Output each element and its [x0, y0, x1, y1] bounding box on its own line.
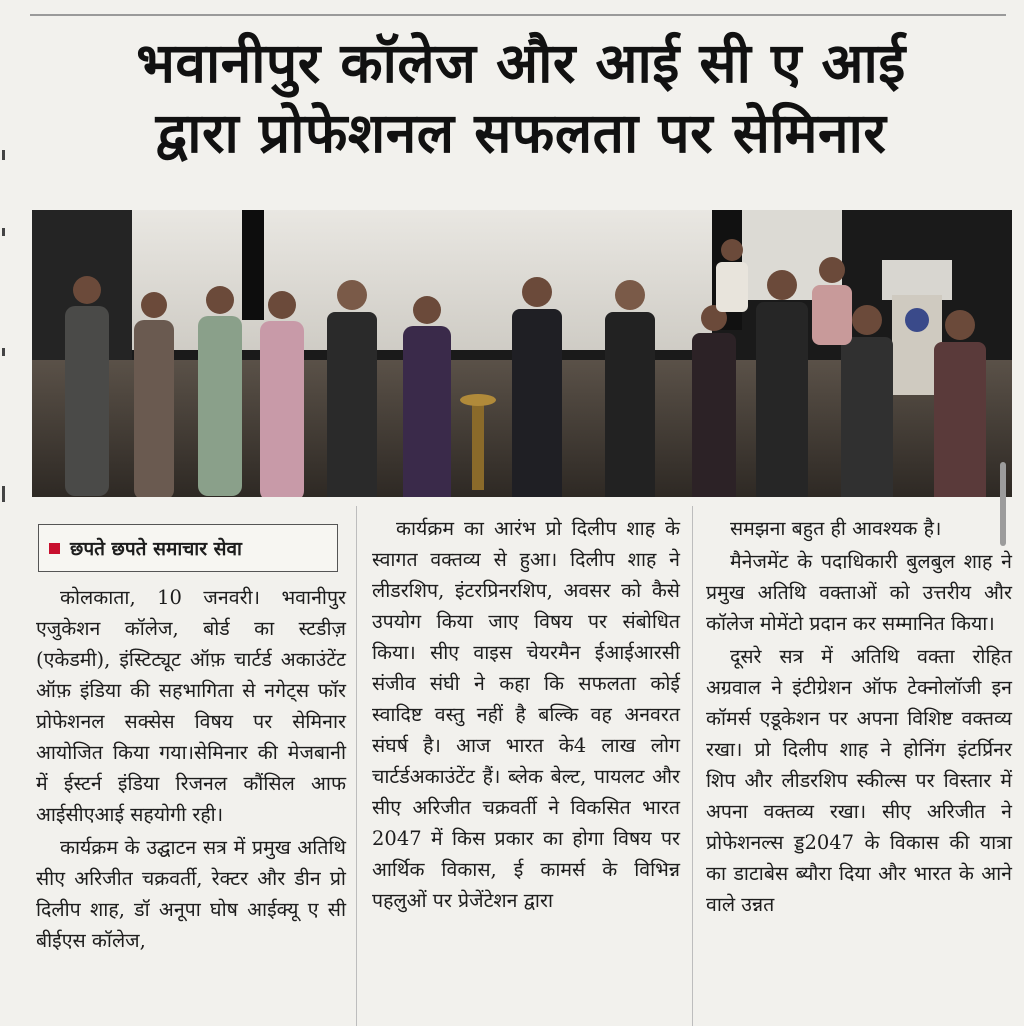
byline-box [38, 524, 338, 572]
headline [36, 28, 1006, 168]
article-paragraph: दूसरे सत्र में अतिथि वक्ता रोहित अग्रवाल ने इंटीग्रेशन ऑफ टेक्नोलॉजी इन कॉमर्स एडूकेशन पर अपना विशिष्ट वक्तव्य रखा। प्रो दिलीप शाह ने होनिंग इंटर्प्रिनर शिप और लीडरशिप स्कील्स पर विस्तार में अपना वक्तव्य रखा। सीए अरिजीत ने प्रोफेशनल्स ड्ड2047 के विकास की यात्रा का डाटाबेस ब्यौरा दिया और भारत के आने वाले उन्नत [706, 645, 1012, 916]
top-rule [30, 14, 1006, 16]
column-divider [692, 506, 693, 1026]
group-photo-icon [32, 210, 1012, 497]
byline-label: छपते छपते समाचार सेवा [70, 538, 242, 560]
column-divider [356, 506, 357, 1026]
article-paragraph: कार्यक्रम का आरंभ प्रो दिलीप शाह के स्वागत वक्तव्य से हुआ। दिलीप शाह ने लीडरशिप, इंटरप्रिनरशिप, अवसर को कैसे उपयोग किया जाए विषय पर संबोधित किया। सीए वाइस चेयरमैन ईआईआरसी संजीव संघी ने कहा कि सफलता कोई स्वादिष्ट वस्तु नहीं है बल्कि वह अनवरत संघर्ष है। आज भारत के4 लाख लोग चार्टर्डअकाउंटेंट हैं। ब्लेक बेल्ट, पायलट और सीए अरिजीत चक्रवर्ती ने विकसित भारत 2047 में किस प्रकार का होगा विषय पर आर्थिक विकास, ई कामर्स के विभिन्न पहलुओं पर प्रेजेंटेशन द्वारा [372, 517, 680, 912]
article-column-3 [706, 513, 1012, 920]
article-paragraph: समझना बहुत ही आवश्यक है। [730, 517, 942, 540]
article-column-1 [36, 582, 346, 956]
article-paragraph: मैनेजमेंट के पदाधिकारी बुलबुल शाह ने प्रमुख अतिथि वक्ताओं को उत्तरीय और कॉलेज मोमेंटो प्रदान कर सम्मानित किया। [706, 550, 1012, 635]
scrollbar-thumb[interactable] [1000, 462, 1006, 546]
group-photo [32, 210, 1012, 497]
red-square-icon [49, 543, 60, 554]
article-paragraph: कार्यक्रम के उद्घाटन सत्र में प्रमुख अतिथि सीए अरिजीत चक्रवर्ती, रेक्टर और डीन प्रो दिलीप शाह, डॉ अनूपा घोष आईक्यू ए सी बीईएस कॉलेज, [36, 836, 346, 952]
headline-line-1: भवानीपुर कॉलेज और आई सी ए आई [136, 31, 906, 95]
article-paragraph: कोलकाता, 10 जनवरी। भवानीपुर एजुकेशन कॉलेज, बोर्ड का स्टडीज़ (एकेडमी), इंस्टिट्यूट ऑफ़ चार्टर्ड अकाउंटेंट ऑफ़ इंडिया की सहभागिता से नगेट्स फॉर प्रोफेशनल सक्सेस विषय पर सेमिनार आयोजित किया गया।सेमिनार की मेजबानी में ईस्टर्न इंडिया रिजनल कौंसिल आफ आईसीएआई सहयोगी रही। [36, 586, 346, 826]
article-column-2 [372, 513, 680, 916]
headline-line-2: द्वारा प्रोफेशनल सफलता पर सेमिनार [155, 101, 887, 165]
